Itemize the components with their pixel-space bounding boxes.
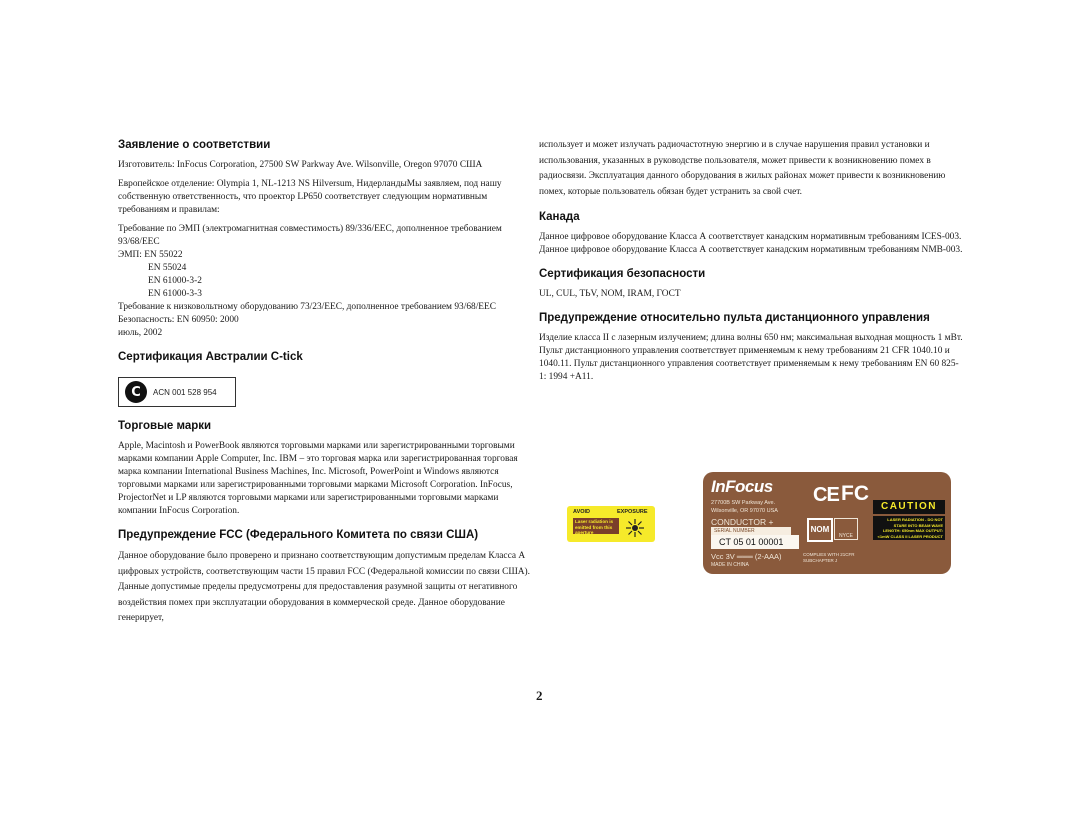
emc-standard: ЭМП: EN 55022 — [118, 250, 183, 260]
warning-avoid: AVOID — [573, 509, 591, 515]
safety-cert-heading: Сертификация безопасности — [539, 268, 706, 280]
label-address: 27700B SW Parkway Ave. — [711, 500, 776, 506]
remote-warning-heading: Предупреждение относительно пульта дистанционного управления — [539, 312, 930, 324]
fcc-mark-icon: FC — [841, 482, 869, 505]
serial-number: CT 05 01 00001 — [711, 535, 799, 549]
made-in: MADE IN CHINA — [711, 562, 749, 568]
fcc-text: Данное оборудование было проверено и признано соответствующим допустимым пределам Класса А цифровых устройств, соответствующим части 15 правил FCC (Федеральной комиссии по связи США). Данные допустимые пределы предусмотрены для предоставления разумной защиты от негативного воздействия помех при эксплуатации оборудования в коммерческой среде. Данное оборудование генерирует, — [118, 551, 531, 623]
fcc-heading: Предупреждение FCC (Федерального Комитета по связи США) — [118, 529, 479, 541]
caution-banner: CAUTION — [873, 500, 945, 514]
compliance-note: COMPLIES WITH 21CFR SUBCHAPTER J — [803, 552, 855, 563]
emc-requirement: Требование по ЭМП (электромагнитная совместимость) 89/336/EEC, дополненное требованием 93/68/EEC — [118, 224, 502, 247]
canada-nmb: Данное цифровое оборудование Класса А соответствует канадским нормативным требованиям NMB-003. — [539, 245, 963, 255]
battery-spec: Vcc 3V ═══ (2-AAA) — [711, 552, 782, 561]
emc-standard: EN 61000-3-2 — [148, 276, 202, 286]
nyce-mark-icon: NYCE — [834, 518, 858, 540]
document-date: июль, 2002 — [118, 328, 163, 338]
conformity-heading: Заявление о соответствии — [118, 139, 271, 151]
brand-logo: InFocus — [711, 477, 773, 496]
ctick-acn: ACN 001 528 954 — [153, 387, 217, 397]
canada-ices: Данное цифровое оборудование Класса А соответствует канадским нормативным требованиям ICES-003. — [539, 232, 962, 242]
label-address: Wilsonville, OR 97070 USA — [711, 508, 778, 514]
safety-standard: Безопасность: EN 60950: 2000 — [118, 315, 239, 325]
emc-standard: EN 55024 — [148, 263, 187, 273]
ce-mark-icon: CE — [813, 484, 839, 506]
low-voltage-requirement: Требование к низковольтному оборудованию 73/23/EEC, дополненное требованием 93/68/EEC — [118, 302, 497, 312]
ctick-heading: Сертификация Австралии C-tick — [118, 351, 303, 363]
ctick-mark-box — [118, 377, 236, 407]
right-column — [539, 138, 964, 384]
remote-warning-text: Изделие класса II с лазерным излучением; длина волны 650 нм; максимальная выходная мощность 1 мВт. Пульт дистанционного управления соответствует применяемым к нему требованиям 21 CFR 1040.10 и 1040.11. Пульт дистанционного управления соответствует применяемым к нему требованиям EN 60 825-1: 1994 +A11. — [539, 333, 963, 382]
serial-number-label: SERIAL NUMBER — [711, 527, 791, 535]
trademarks-heading: Торговые марки — [118, 420, 212, 432]
label-model: CONDUCTOR + — [711, 517, 774, 527]
warning-text: Laser radiation is emitted from this aperture — [573, 518, 619, 534]
left-column — [118, 138, 533, 627]
laser-warning-label — [567, 506, 655, 542]
emc-standard: EN 61000-3-3 — [148, 289, 202, 299]
trademarks-text: Apple, Macintosh и PowerBook являются торговыми марками или зарегистрированными торговыми марками компании Apple Computer, Inc. IBM – это торговая марка или зарегистрированная торговая марка компании International Business Machines, Inc. Microsoft, PowerPoint и Windows являются торговыми марками или зарегистрированными торговыми марками Microsoft Corporation. InFocus, ProjectorNet и LP являются торговыми марками или зарегистрированными торговыми марками компании InFocus Corporation. — [118, 441, 518, 516]
page-number: 2 — [536, 688, 543, 703]
warning-exposure: EXPOSURE — [617, 509, 648, 515]
safety-cert-list: UL, CUL, TЬV, NOM, IRAM, ГОСТ — [539, 289, 681, 299]
ctick-icon: C — [125, 381, 147, 403]
product-label — [703, 472, 951, 574]
laser-starburst-icon — [625, 518, 645, 538]
conformity-european-office: Европейское отделение: Olympia 1, NL-1213 NS Hilversum, НидерландыМы заявляем, под нашу собственную ответственность, что проектор LP650 соответствует следующим нормативным требованиям и правилам: — [118, 179, 502, 215]
conformity-manufacturer: Изготовитель: InFocus Corporation, 27500 SW Parkway Ave. Wilsonville, Oregon 97070 США — [118, 160, 483, 170]
canada-heading: Канада — [539, 211, 580, 223]
caution-text: LASER RADIATION - DO NOT STARE INTO BEAM WAVE LENGTH: 650nm MAX OUTPUT: <1mW CLASS II LASER PRODUCT — [873, 516, 945, 540]
fcc-text-continued: использует и может излучать радиочастотную энергию и в случае нарушения правил установки и использования, указанных в руководстве пользователя, может привести к возникновению помех в радиосвязи. Эксплуатация данного оборудования в жилых районах может привести к возникновению помех, которые пользователь обязан будет устранить за свой счет. — [539, 140, 946, 197]
nom-mark-icon: NOM — [807, 518, 833, 542]
